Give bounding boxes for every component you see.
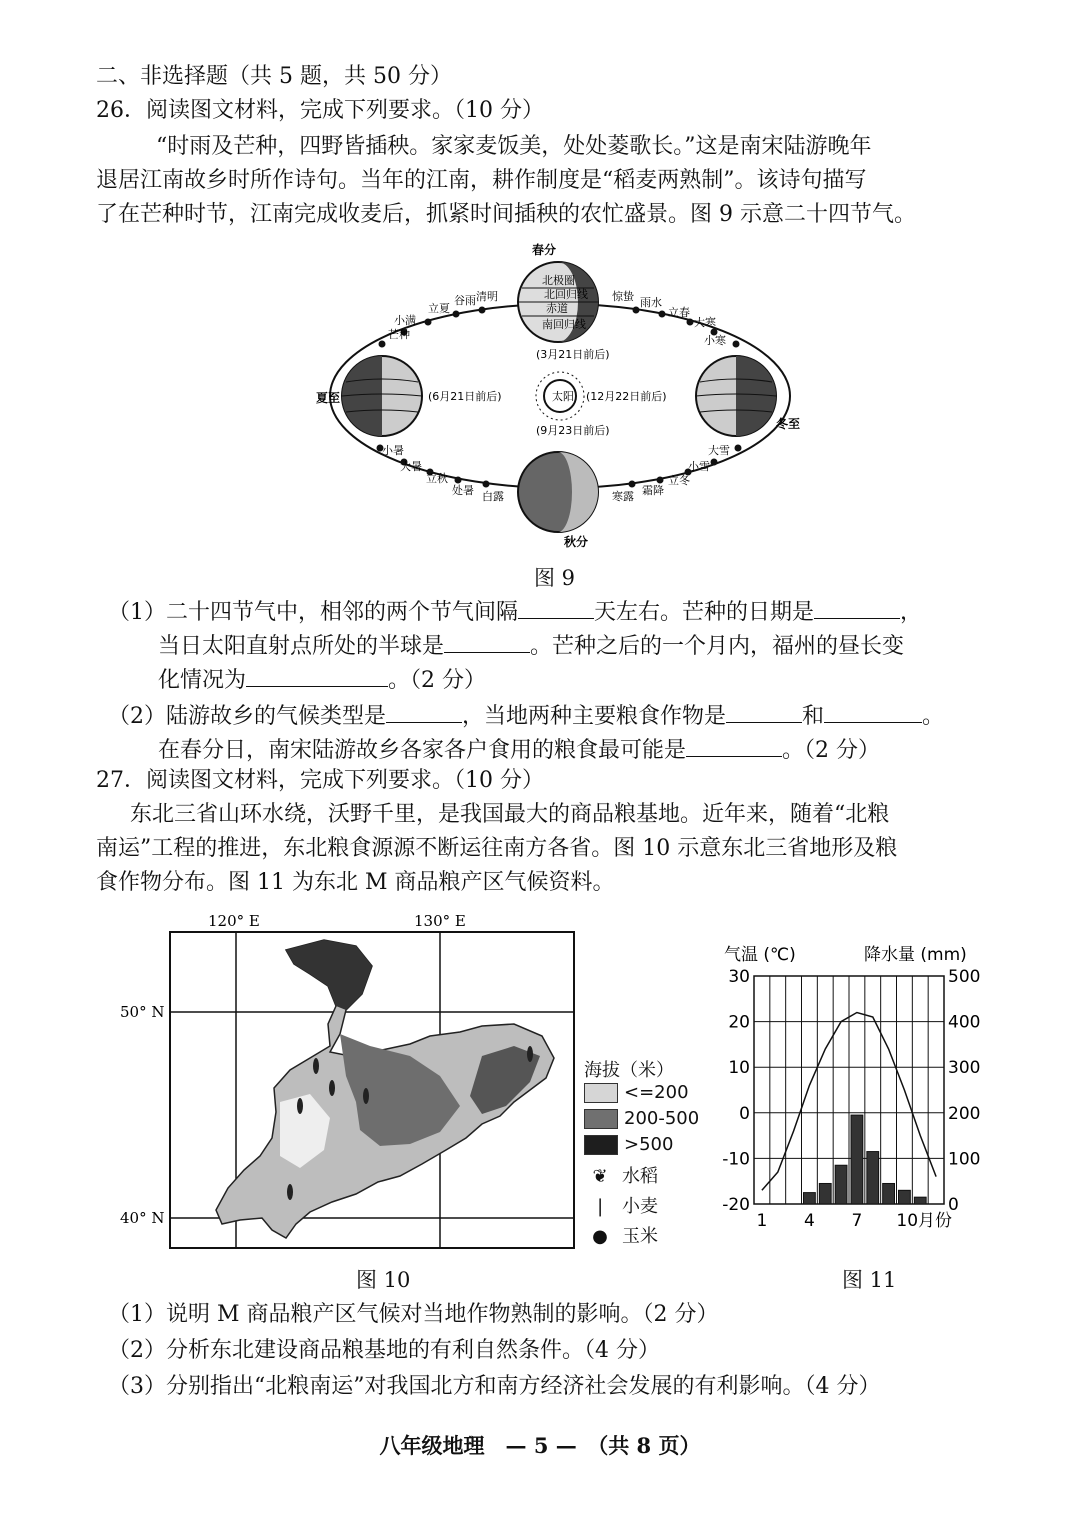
precip-bar — [867, 1152, 879, 1204]
term-label: 处暑 — [452, 484, 474, 497]
answer-blank[interactable] — [386, 700, 462, 723]
tick-label-right: 100 — [948, 1149, 981, 1170]
q27-para-line: 食作物分布。图 11 为东北 M 商品粮产区气候资料。 — [96, 870, 615, 895]
term-label: 小满 — [394, 314, 416, 327]
season-label-winter: 冬至 — [776, 417, 801, 431]
answer-blank[interactable] — [726, 700, 802, 723]
q26-para-line: 了在芒种时节，江南完成收麦后，抓紧时间插秧的农忙盛景。图 9 示意二十四节气。 — [96, 202, 916, 227]
q26-sub2-line1: （2）陆游故乡的气候类型是 ，当地两种主要粮食作物是 和 。 — [108, 700, 944, 732]
legend-item-corn: ● 玉米 — [584, 1222, 658, 1248]
term-label: 立春 — [668, 306, 690, 319]
precip-bar — [835, 1165, 847, 1204]
legend-swatch — [584, 1083, 618, 1103]
globe-label: 赤道 — [546, 302, 568, 315]
wheat-icon: ❘ — [592, 1196, 608, 1217]
season-label-autumn: 秋分 — [564, 535, 589, 549]
precip-bar — [851, 1115, 863, 1204]
globe-label: 北回归线 — [544, 288, 588, 301]
precip-bar — [804, 1193, 816, 1204]
answer-blank[interactable] — [246, 664, 388, 687]
term-label: 大寒 — [694, 316, 716, 329]
tick-label-right: 0 — [948, 1195, 959, 1215]
tick-label-right: 400 — [948, 1012, 981, 1033]
q26-sub1-line3: 化情况为 。（2 分） — [158, 664, 486, 696]
tick-label-left: 10 — [728, 1058, 750, 1079]
chart-ylabel-left: 气温 (℃) — [724, 945, 796, 965]
figure-caption: 图 10 — [356, 1268, 411, 1292]
legend-item-rice: ❦ 水稻 — [584, 1162, 658, 1188]
lon-label: 130° E — [414, 912, 466, 930]
term-label: 立秋 — [426, 472, 448, 485]
term-label: 惊蛰 — [612, 290, 634, 303]
legend-swatch — [584, 1109, 618, 1129]
lon-label: 120° E — [208, 912, 260, 930]
term-label: 大暑 — [400, 460, 422, 473]
term-label: 小暑 — [382, 444, 404, 457]
tick-label-right: 200 — [948, 1103, 981, 1124]
lat-label: 40° N — [120, 1209, 165, 1227]
q26-title: 26．阅读图文材料，完成下列要求。（10 分） — [96, 98, 544, 123]
date-label: (12月22日前后) — [586, 390, 667, 403]
precip-bar — [819, 1183, 831, 1204]
northeast-map — [110, 906, 580, 1256]
globe-label: 南回归线 — [542, 318, 586, 331]
q27-para-line: 南运”工程的推进，东北粮食源源不断运往南方各省。图 10 示意东北三省地形及粮 — [96, 836, 898, 861]
solar-terms-diagram — [300, 236, 820, 556]
tick-label-left: 0 — [739, 1103, 750, 1124]
legend-item-low: <=200 — [584, 1082, 689, 1103]
q26-sub2-line2: 在春分日，南宋陆游故乡各家各户食用的粮食最可能是 。（2 分） — [158, 734, 880, 766]
legend-item-wheat: ❘ 小麦 — [584, 1192, 658, 1218]
term-label: 谷雨 — [454, 294, 476, 307]
tick-label-left: -20 — [722, 1195, 750, 1215]
legend-item-high: >500 — [584, 1134, 673, 1155]
chart-ylabel-right: 降水量 (mm) — [864, 945, 967, 965]
legend-title: 海拔（米） — [584, 1060, 674, 1081]
q26-para-line: “时雨及芒种，四野皆插秧。家家麦饭美，处处菱歌长。”这是南宋陆游晚年 — [156, 134, 872, 159]
answer-blank[interactable] — [824, 700, 922, 723]
term-label: 霜降 — [642, 484, 664, 497]
tick-label-x: 7 — [851, 1211, 863, 1231]
season-label-spring: 春分 — [532, 243, 557, 257]
answer-blank[interactable] — [686, 734, 782, 757]
tick-label-right: 500 — [948, 967, 981, 987]
tick-label-left: 20 — [728, 1012, 750, 1033]
q27-title: 27．阅读图文材料，完成下列要求。（10 分） — [96, 768, 544, 793]
term-label: 立夏 — [428, 302, 450, 315]
globe-label: 北极圈 — [542, 274, 575, 287]
answer-blank[interactable] — [518, 596, 594, 619]
term-label: 小雪 — [688, 460, 710, 473]
precip-bar — [883, 1183, 895, 1204]
rice-icon: ❦ — [592, 1166, 608, 1187]
page-footer: 八年级地理 — 5 — （共 8 页） — [379, 1433, 701, 1458]
answer-blank[interactable] — [444, 630, 530, 653]
term-label: 芒种 — [388, 328, 410, 341]
q26-para-line: 退居江南故乡时所作诗句。当年的江南，耕作制度是“稻麦两熟制”。该诗句描写 — [96, 168, 867, 193]
season-label-summer: 夏至 — [316, 391, 341, 405]
tick-label-x: 1 — [756, 1211, 768, 1231]
q27-para-line: 东北三省山环水绕，沃野千里，是我国最大的商品粮基地。近年来，随着“北粮 — [130, 802, 890, 827]
tick-label-x: 10月份 — [896, 1211, 953, 1231]
term-label: 清明 — [476, 290, 498, 303]
q27-question: （2）分析东北建设商品粮基地的有利自然条件。（4 分） — [108, 1338, 660, 1363]
date-label: (9月23日前后) — [536, 424, 610, 437]
q27-question: （1）说明 M 商品粮产区气候对当地作物熟制的影响。（2 分） — [108, 1302, 719, 1327]
precip-bar — [899, 1190, 911, 1204]
legend-swatch — [584, 1135, 618, 1155]
q27-question: （3）分别指出“北粮南运”对我国北方和南方经济社会发展的有利影响。（4 分） — [108, 1374, 881, 1399]
corn-icon: ● — [592, 1226, 608, 1247]
tick-label-right: 300 — [948, 1058, 981, 1079]
figure-caption: 图 9 — [534, 566, 576, 590]
section-title: 二、非选择题（共 5 题，共 50 分） — [96, 64, 452, 89]
q26-sub1-line2: 当日太阳直射点所处的半球是 。芒种之后的一个月内，福州的昼长变 — [158, 630, 904, 662]
climate-chart — [718, 936, 1000, 1248]
figure-caption: 图 11 — [842, 1268, 897, 1292]
date-label: (6月21日前后) — [428, 390, 502, 403]
term-label: 立冬 — [668, 474, 690, 487]
legend-item-mid: 200-500 — [584, 1108, 699, 1129]
q26-sub1-line1: （1）二十四节气中，相邻的两个节气间隔 天左右。芒种的日期是 ， — [108, 596, 922, 628]
precip-bar — [914, 1197, 926, 1204]
term-label: 大雪 — [708, 444, 730, 457]
lat-label: 50° N — [120, 1003, 165, 1021]
term-label: 白露 — [482, 490, 504, 503]
answer-blank[interactable] — [814, 596, 900, 619]
term-label: 小寒 — [704, 334, 726, 347]
date-label: (3月21日前后) — [536, 348, 610, 361]
tick-label-x: 4 — [804, 1211, 815, 1231]
sun-label: 太阳 — [552, 390, 574, 403]
term-label: 寒露 — [612, 490, 634, 503]
tick-label-left: 30 — [728, 967, 750, 987]
term-label: 雨水 — [640, 296, 662, 309]
tick-label-left: -10 — [722, 1149, 750, 1170]
